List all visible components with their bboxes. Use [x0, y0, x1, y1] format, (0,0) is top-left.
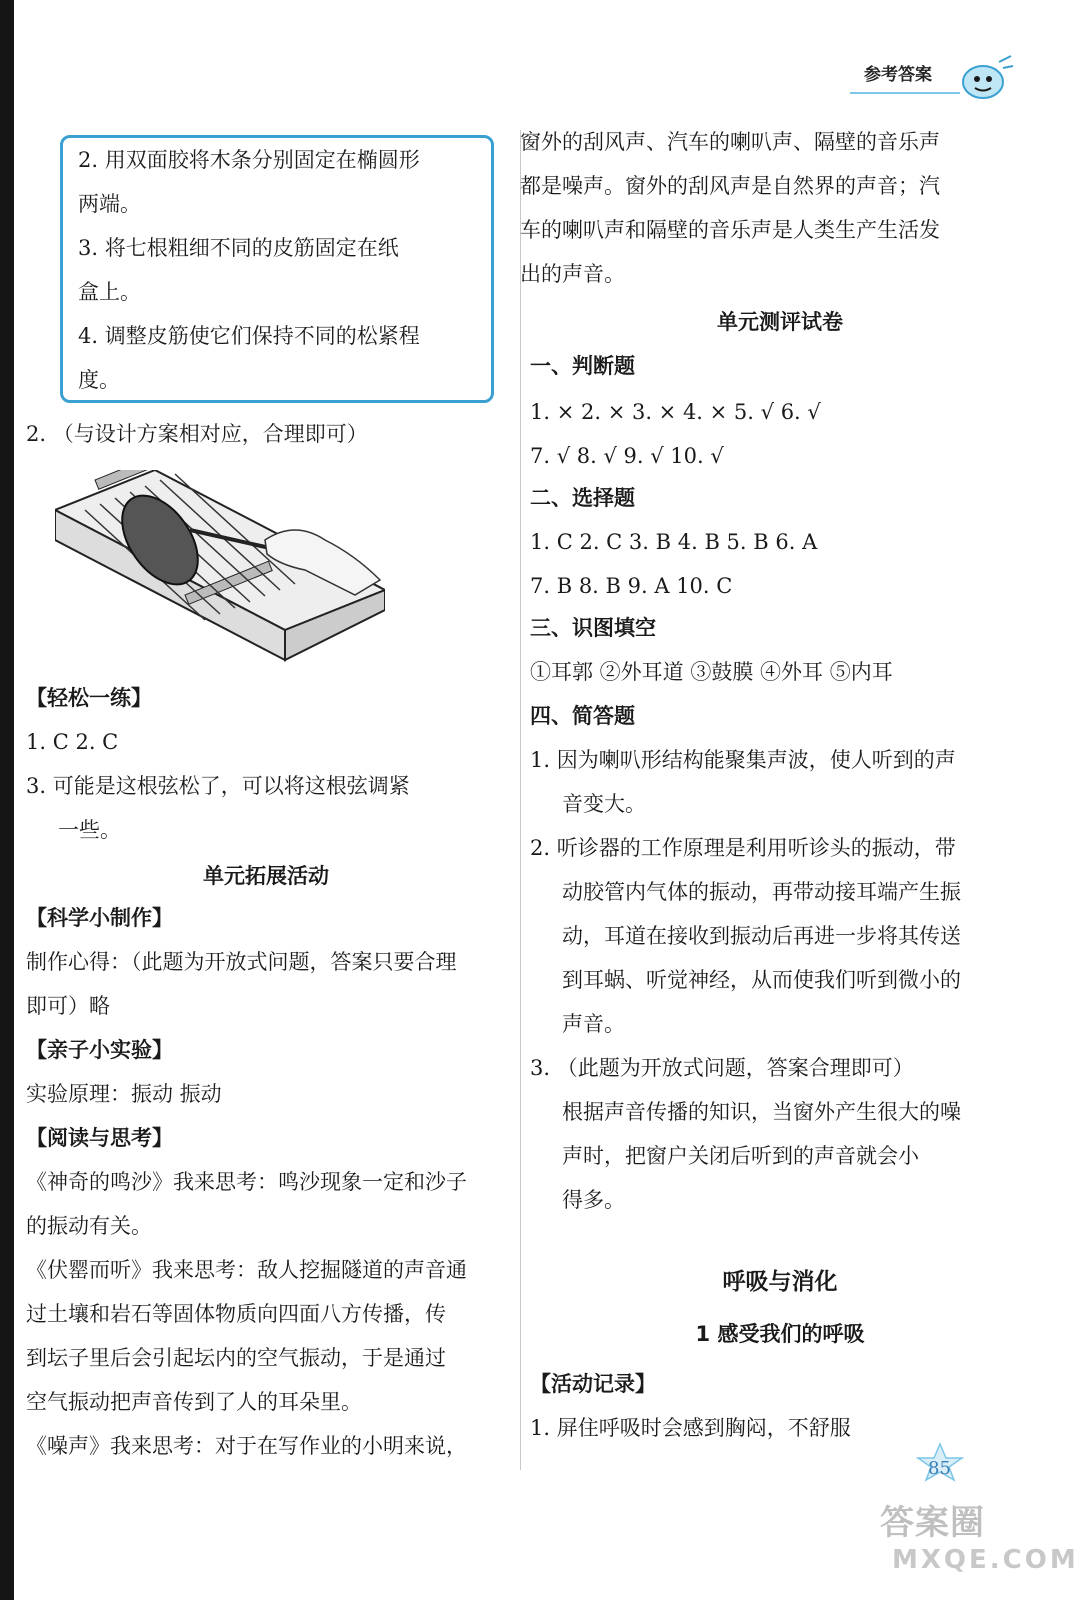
section-reading-title: 【阅读与思考】: [26, 1126, 173, 1150]
figure-fill-title: 三、识图填空: [530, 616, 656, 640]
unit-test-title: 单元测评试卷: [717, 310, 843, 334]
header-underline: [850, 92, 960, 94]
judge-answers: 7. √ 8. √ 9. √ 10. √: [530, 444, 724, 468]
short-answer-text: 音变大。: [562, 792, 646, 816]
reading-text: 空气振动把声音传到了人的耳朵里。: [26, 1390, 362, 1414]
mascot-icon: [955, 52, 1015, 104]
activity-title: 【活动记录】: [530, 1372, 656, 1396]
continued-text: 出的声音。: [520, 262, 625, 286]
short-answer-title: 四、简答题: [530, 704, 635, 728]
box-line: 4. 调整皮筋使它们保持不同的松紧程: [78, 324, 420, 348]
short-answer-text: 声时，把窗户关闭后听到的声音就会小: [562, 1144, 919, 1168]
section-experiment-title: 【亲子小实验】: [26, 1038, 173, 1062]
column-divider: [520, 130, 521, 1470]
page-number: 85: [928, 1458, 951, 1479]
reading-text: 过土壤和岩石等固体物质向四面八方传播，传: [26, 1302, 446, 1326]
reading-text: 《伏罂而听》我来思考：敌人挖掘隧道的声音通: [26, 1258, 467, 1282]
box-line: 2. 用双面胶将木条分别固定在椭圆形: [78, 148, 420, 172]
question-2: 2. （与设计方案相对应，合理即可）: [26, 422, 368, 446]
choice-title: 二、选择题: [530, 486, 635, 510]
box-line: 盒上。: [78, 280, 141, 304]
short-answer-text: 声音。: [562, 1012, 625, 1036]
choice-answers: 1. C 2. C 3. B 4. B 5. B 6. A: [530, 530, 818, 554]
section-practice-title: 【轻松一练】: [26, 686, 152, 710]
short-answer-text: 2. 听诊器的工作原理是利用听诊头的振动，带: [530, 836, 956, 860]
section-science-title: 【科学小制作】: [26, 906, 173, 930]
short-answer-text: 到耳蜗、听觉神经，从而使我们听到微小的: [562, 968, 961, 992]
activity-text: 1. 屏住呼吸时会感到胸闷，不舒服: [530, 1416, 851, 1440]
reading-text: 《噪声》我来思考：对于在写作业的小明来说，: [26, 1434, 467, 1458]
short-answer-text: 1. 因为喇叭形结构能聚集声波，使人听到的声: [530, 748, 956, 772]
science-text: 即可）略: [26, 994, 110, 1018]
practice-answer: 一些。: [58, 818, 121, 842]
box-line: 3. 将七根粗细不同的皮筋固定在纸: [78, 236, 399, 260]
instrument-illustration: [55, 470, 385, 670]
science-text: 制作心得：（此题为开放式问题，答案只要合理: [26, 950, 457, 974]
practice-answer: 1. C 2. C: [26, 730, 119, 754]
header-tag: 参考答案: [864, 65, 932, 85]
figure-fill-answers: ①耳郭 ②外耳道 ③鼓膜 ④外耳 ⑤内耳: [530, 660, 893, 684]
practice-answer: 3. 可能是这根弦松了，可以将这根弦调紧: [26, 774, 410, 798]
short-answer-text: 3. （此题为开放式问题，答案合理即可）: [530, 1056, 914, 1080]
short-answer-text: 动胶管内气体的振动，再带动接耳端产生振: [562, 880, 961, 904]
watermark-url: MXQE.COM: [892, 1545, 1079, 1575]
continued-text: 车的喇叭声和隔壁的音乐声是人类生产生活发: [520, 218, 940, 242]
chapter-title: 呼吸与消化: [722, 1269, 838, 1295]
watermark-text: 答案圈: [880, 1503, 985, 1543]
reading-text: 的振动有关。: [26, 1214, 152, 1238]
box-line: 度。: [78, 368, 120, 392]
box-line: 两端。: [78, 192, 141, 216]
judge-title: 一、判断题: [530, 354, 635, 378]
unit-extension-title: 单元拓展活动: [203, 864, 329, 888]
continued-text: 都是噪声。窗外的刮风声是自然界的声音；汽: [520, 174, 940, 198]
judge-answers: 1. × 2. × 3. × 4. × 5. √ 6. √: [530, 400, 821, 424]
reading-text: 到坛子里后会引起坛内的空气振动，于是通过: [26, 1346, 446, 1370]
lesson-title: 1 感受我们的呼吸: [695, 1322, 865, 1346]
short-answer-text: 动，耳道在接收到振动后再进一步将其传送: [562, 924, 961, 948]
experiment-text: 实验原理：振动 振动: [26, 1082, 222, 1106]
reading-text: 《神奇的鸣沙》我来思考：鸣沙现象一定和沙子: [26, 1170, 467, 1194]
choice-answers: 7. B 8. B 9. A 10. C: [530, 574, 733, 598]
short-answer-text: 根据声音传播的知识，当窗外产生很大的噪: [562, 1100, 961, 1124]
short-answer-text: 得多。: [562, 1188, 625, 1212]
page-edge-bar: [0, 0, 14, 1600]
continued-text: 窗外的刮风声、汽车的喇叭声、隔壁的音乐声: [520, 130, 940, 154]
